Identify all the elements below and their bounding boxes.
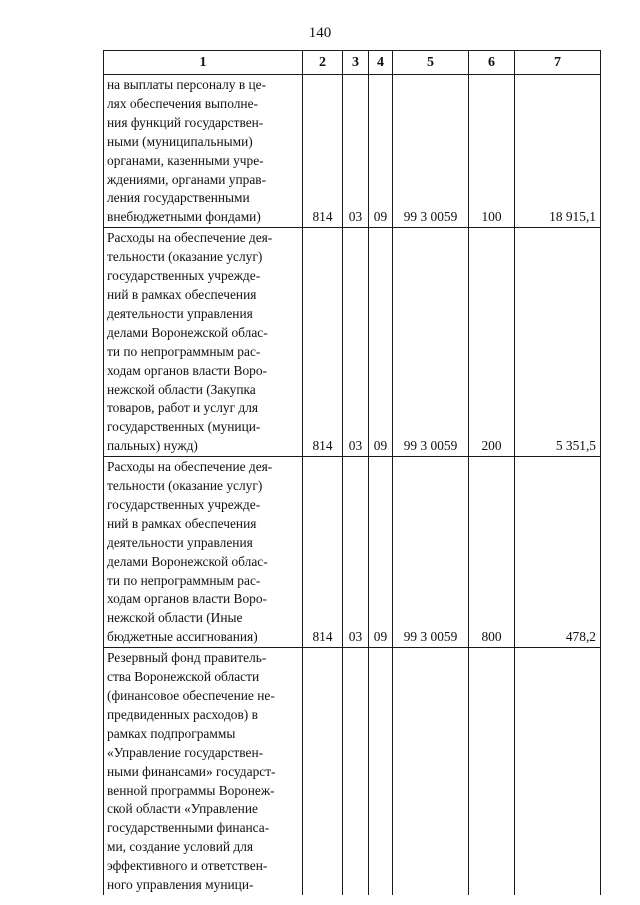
- row-description: [104, 457, 303, 648]
- description-line: ти по непрограммным рас-: [107, 572, 261, 588]
- description-line: ходам органов власти Воро-: [107, 362, 267, 378]
- description-line: бюджетные ассигнования): [107, 629, 258, 645]
- header-row: [104, 51, 601, 75]
- cell-expense-type: 200: [469, 228, 515, 457]
- table-row: [104, 457, 601, 648]
- description-line: деятельности управления: [107, 534, 253, 550]
- cell-section-code: 03: [343, 75, 369, 228]
- table-header: [104, 51, 601, 75]
- cell-expense-type: [469, 648, 515, 895]
- budget-table: [103, 50, 601, 895]
- header-col-4: 4: [369, 51, 393, 75]
- description-line: товаров, работ и услуг для: [107, 400, 259, 416]
- row-description: [104, 648, 303, 895]
- page-number: 140: [308, 25, 332, 41]
- cell-subsection-code: 09: [369, 75, 393, 228]
- description-line: органами, казенными учре-: [107, 152, 264, 168]
- cell-target-article: 99 3 0059: [393, 228, 469, 457]
- header-col-7: 7: [515, 51, 601, 75]
- cell-section-code: 03: [343, 457, 369, 648]
- cell-ministry-code: [303, 648, 343, 895]
- description-line: ской области «Управление: [107, 801, 258, 817]
- cell-amount: 478,2: [515, 457, 601, 648]
- description-line: ми, создание условий для: [107, 839, 254, 855]
- description-line: «Управление государствен-: [107, 744, 264, 760]
- cell-target-article: 99 3 0059: [393, 457, 469, 648]
- description-line: ления государственными: [107, 190, 250, 206]
- description-line: лях обеспечения выполне-: [107, 95, 258, 111]
- header-col-3: 3: [343, 51, 369, 75]
- description-line: на выплаты персоналу в це-: [107, 77, 267, 92]
- description-line: Расходы на обеспечение дея-: [107, 459, 273, 475]
- description-line: государственных учрежде-: [107, 496, 261, 512]
- description-line: (финансовое обеспечение не-: [107, 688, 275, 703]
- description-line: эффективного и ответствен-: [107, 858, 268, 874]
- description-line: нежской области (Закупка: [107, 381, 256, 397]
- cell-amount: 18 915,1: [515, 75, 601, 228]
- description-line: Расходы на обеспечение дея-: [107, 230, 273, 246]
- description-line: тельности (оказание услуг): [107, 478, 263, 494]
- table-row: [104, 648, 601, 895]
- cell-target-article: [393, 648, 469, 895]
- cell-expense-type: 100: [469, 75, 515, 228]
- description-line: ждениями, органами управ-: [107, 171, 267, 187]
- cell-expense-type: 800: [469, 457, 515, 648]
- table-row: [104, 228, 601, 457]
- description-line: тельности (оказание услуг): [107, 249, 263, 265]
- description-line: ными (муниципальными): [107, 133, 253, 149]
- cell-subsection-code: 09: [369, 228, 393, 457]
- cell-ministry-code: 814: [303, 457, 343, 648]
- description-line: ний в рамках обеспечения: [107, 286, 257, 302]
- row-description: [104, 228, 303, 457]
- cell-subsection-code: 09: [369, 457, 393, 648]
- description-line: делами Воронежской облас-: [107, 324, 268, 340]
- header-col-1: 1: [104, 51, 303, 75]
- header-col-6: 6: [469, 51, 515, 75]
- description-line: предвиденных расходов) в: [107, 706, 258, 722]
- description-line: ства Воронежской области: [107, 669, 260, 685]
- description-line: внебюджетными фондами): [107, 209, 261, 225]
- description-line: деятельности управления: [107, 305, 253, 321]
- cell-ministry-code: 814: [303, 75, 343, 228]
- description-line: ти по непрограммным рас-: [107, 343, 261, 359]
- cell-target-article: 99 3 0059: [393, 75, 469, 228]
- description-line: венной программы Воронеж-: [107, 782, 275, 798]
- description-line: государственных учрежде-: [107, 268, 261, 284]
- description-line: пальных) нужд): [107, 438, 198, 454]
- table-row: [104, 75, 601, 228]
- description-line: ний в рамках обеспечения: [107, 515, 257, 531]
- table-body: [104, 75, 601, 895]
- header-col-5: 5: [393, 51, 469, 75]
- description-line: государственными финанса-: [107, 820, 270, 836]
- description-line: государственных (муници-: [107, 419, 261, 435]
- cell-amount: 5 351,5: [515, 228, 601, 457]
- description-line: Резервный фонд правитель-: [107, 650, 267, 666]
- cell-amount: [515, 648, 601, 895]
- row-description: [104, 75, 303, 228]
- cell-ministry-code: 814: [303, 228, 343, 457]
- description-line: ными финансами» государст-: [107, 763, 276, 779]
- description-line: ходам органов власти Воро-: [107, 591, 267, 607]
- description-line: ного управления муници-: [107, 877, 254, 893]
- cell-section-code: 03: [343, 228, 369, 457]
- description-line: делами Воронежской облас-: [107, 553, 268, 569]
- cell-subsection-code: [369, 648, 393, 895]
- header-col-2: 2: [303, 51, 343, 75]
- description-line: рамках подпрограммы: [107, 725, 236, 741]
- description-line: нежской области (Иные: [107, 610, 243, 626]
- description-line: ния функций государствен-: [107, 114, 264, 130]
- cell-section-code: [343, 648, 369, 895]
